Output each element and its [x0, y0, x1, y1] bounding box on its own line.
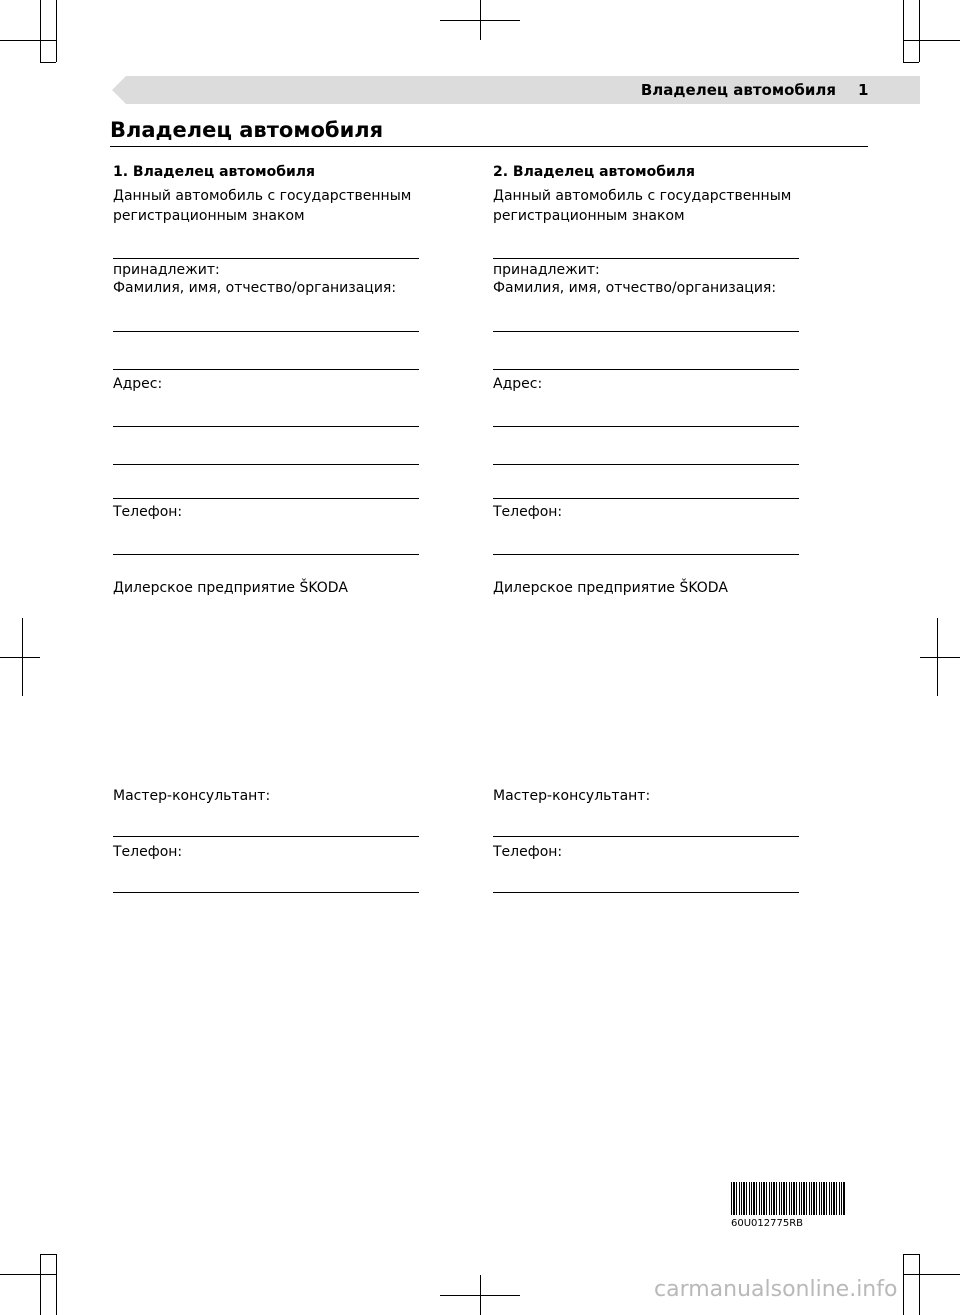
address-label: Адрес:: [493, 376, 543, 392]
registration-intro: Данный автомобиль с государственным регистрационным знаком: [493, 188, 792, 224]
owner-form-heading: 2. Владелец автомобиля: [493, 164, 696, 180]
owner-name-field-2[interactable]: [493, 369, 799, 370]
page-number: 1: [858, 81, 869, 99]
barcode-number: 60U012775RB: [731, 1218, 804, 1229]
address-field-2[interactable]: [113, 464, 419, 465]
owner-form-heading: 1. Владелец автомобиля: [113, 164, 316, 180]
address-field-3[interactable]: [113, 498, 419, 499]
consultant-phone-field[interactable]: [113, 892, 419, 893]
owned-by-label: принадлежит:: [493, 262, 600, 278]
consultant-phone-label: Телефон:: [113, 844, 183, 860]
address-field-1[interactable]: [113, 426, 419, 427]
address-label: Адрес:: [113, 376, 163, 392]
registration-intro: Данный автомобиль с государственным регистрационным знаком: [113, 188, 412, 224]
registration-plate-field[interactable]: [493, 258, 799, 259]
consultant-phone-field[interactable]: [493, 892, 799, 893]
consultant-field[interactable]: [113, 836, 419, 837]
page-title: Владелец автомобиля: [110, 118, 384, 142]
dealer-label: Дилерское предприятие ŠKODA: [493, 580, 728, 596]
address-field-3[interactable]: [493, 498, 799, 499]
owner-phone-field[interactable]: [113, 554, 419, 555]
owner-name-field-1[interactable]: [113, 331, 419, 332]
owned-by-label: принадлежит:: [113, 262, 220, 278]
address-field-2[interactable]: [493, 464, 799, 465]
owner-name-label: Фамилия, имя, отчество/организация:: [493, 280, 777, 296]
barcode-image: [731, 1182, 845, 1215]
running-header-title: Владелец автомобиля: [640, 81, 836, 99]
watermark: carmanualsonline.info: [654, 1277, 898, 1302]
owner-name-label: Фамилия, имя, отчество/организация:: [113, 280, 397, 296]
consultant-label: Мастер-консультант:: [493, 788, 651, 804]
title-rule: [110, 146, 868, 147]
owner-phone-label: Телефон:: [493, 504, 563, 520]
dealer-label: Дилерское предприятие ŠKODA: [113, 580, 348, 596]
owner-name-field-2[interactable]: [113, 369, 419, 370]
owner-phone-label: Телефон:: [113, 504, 183, 520]
consultant-field[interactable]: [493, 836, 799, 837]
consultant-label: Мастер-консультант:: [113, 788, 271, 804]
consultant-phone-label: Телефон:: [493, 844, 563, 860]
address-field-1[interactable]: [493, 426, 799, 427]
registration-plate-field[interactable]: [113, 258, 419, 259]
owner-phone-field[interactable]: [493, 554, 799, 555]
owner-name-field-1[interactable]: [493, 331, 799, 332]
